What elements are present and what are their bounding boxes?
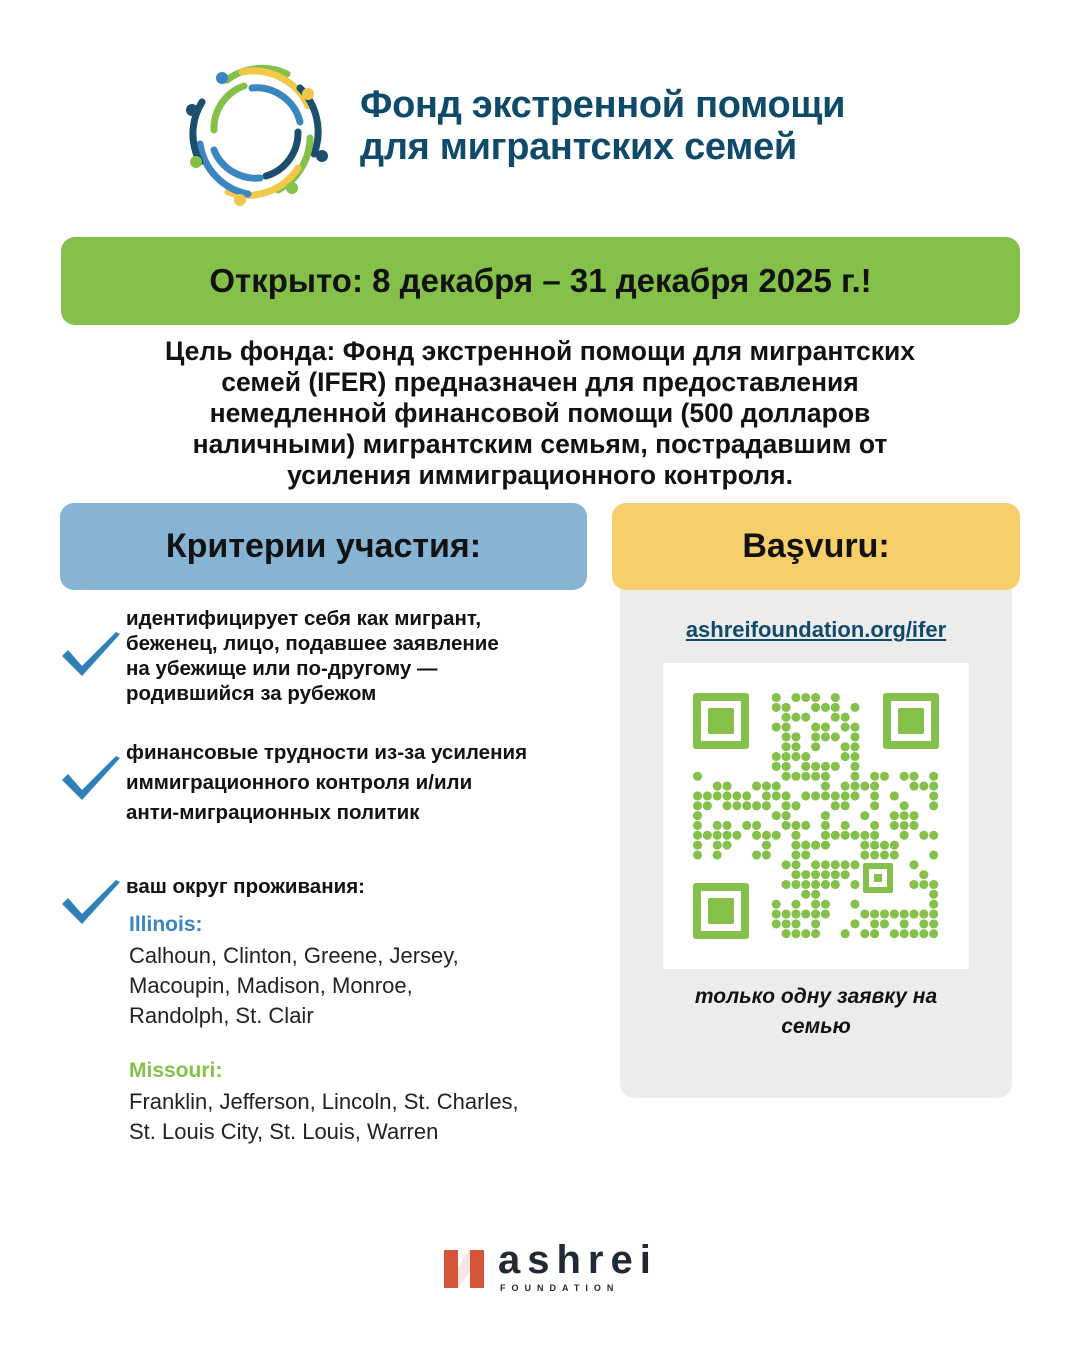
criterion-line: идентифицирует себя как мигрант,: [126, 607, 482, 630]
qr-module: [791, 919, 800, 928]
qr-module: [811, 900, 820, 909]
qr-module: [762, 841, 771, 850]
qr-module: [850, 703, 859, 712]
qr-module: [782, 909, 791, 918]
county-line: Macoupin, Madison, Monroe,: [129, 973, 413, 998]
title-line-1: Фонд экстренной помощи: [360, 84, 846, 126]
qr-module: [919, 929, 928, 938]
qr-module: [801, 841, 810, 850]
qr-module: [929, 782, 938, 791]
qr-module: [791, 732, 800, 741]
qr-module: [782, 801, 791, 810]
qr-module: [811, 732, 820, 741]
qr-module: [772, 919, 781, 928]
qr-module: [791, 850, 800, 859]
qr-module: [850, 900, 859, 909]
qr-module: [801, 850, 810, 859]
qr-module: [900, 801, 909, 810]
qr-module: [742, 821, 751, 830]
checkmark-icon: [58, 876, 124, 930]
qr-module: [841, 929, 850, 938]
qr-module: [811, 772, 820, 781]
open-dates-text: Открыто: 8 декабря – 31 декабря 2025 г.!: [209, 262, 872, 299]
qr-module: [909, 909, 918, 918]
purpose-line: семей (IFER) предназначен для предоставления: [221, 367, 859, 397]
qr-module: [782, 860, 791, 869]
qr-module: [762, 791, 771, 800]
qr-module: [791, 841, 800, 850]
qr-module: [723, 791, 732, 800]
qr-module: [811, 860, 820, 869]
qr-module: [791, 860, 800, 869]
criterion-line: ваш округ проживания:: [126, 875, 365, 898]
qr-module: [801, 870, 810, 879]
qr-module: [929, 929, 938, 938]
qr-module: [831, 860, 840, 869]
qr-module: [900, 831, 909, 840]
qr-module: [929, 890, 938, 899]
county-line: Randolph, St. Clair: [129, 1003, 314, 1028]
qr-module: [782, 762, 791, 771]
criterion-line: на убежище или по-другому —: [126, 657, 438, 680]
qr-module: [870, 919, 879, 928]
county-line: St. Louis City, St. Louis, Warren: [129, 1119, 439, 1144]
purpose-line: немедленной финансовой помощи (500 долларов: [209, 398, 871, 428]
qr-module: [821, 782, 830, 791]
qr-module: [693, 801, 702, 810]
qr-module: [850, 791, 859, 800]
qr-module: [870, 782, 879, 791]
qr-module: [742, 791, 751, 800]
qr-module: [919, 909, 928, 918]
qr-module: [782, 929, 791, 938]
qr-module: [772, 762, 781, 771]
qr-module: [909, 821, 918, 830]
qr-module: [713, 821, 722, 830]
title-line-2: для мигрантских семей: [360, 126, 797, 168]
criteria-heading-box: [60, 503, 587, 590]
qr-module: [772, 791, 781, 800]
qr-module: [821, 703, 830, 712]
qr-module: [752, 782, 761, 791]
qr-module: [850, 782, 859, 791]
qr-module: [782, 791, 791, 800]
qr-module: [772, 752, 781, 761]
qr-module: [821, 860, 830, 869]
qr-module: [890, 909, 899, 918]
qr-module: [870, 850, 879, 859]
criterion-migrant: [126, 606, 499, 706]
qr-module: [713, 791, 722, 800]
qr-module: [782, 703, 791, 712]
qr-module: [860, 782, 869, 791]
qr-module: [791, 831, 800, 840]
qr-module: [831, 870, 840, 879]
criterion-county: [126, 874, 365, 899]
qr-module: [929, 880, 938, 889]
qr-module: [811, 890, 820, 899]
qr-module: [880, 850, 889, 859]
qr-module: [811, 909, 820, 918]
qr-module: [900, 772, 909, 781]
qr-module: [831, 762, 840, 771]
criterion-line: родившийся за рубежом: [126, 682, 377, 705]
qr-module: [772, 782, 781, 791]
qr-module: [811, 919, 820, 928]
qr-module: [732, 831, 741, 840]
qr-module: [929, 791, 938, 800]
qr-module: [703, 831, 712, 840]
brand-wordmark: ashrei: [498, 1238, 658, 1282]
checkmark-icon: [58, 628, 124, 682]
qr-module: [742, 801, 751, 810]
qr-module: [791, 880, 800, 889]
qr-module: [762, 850, 771, 859]
qr-module: [782, 723, 791, 732]
qr-module: [880, 919, 889, 928]
qr-module: [841, 831, 850, 840]
qr-module: [791, 801, 800, 810]
criterion-line: беженец, лицо, подавшее заявление: [126, 632, 499, 655]
qr-module: [919, 919, 928, 928]
qr-module: [693, 831, 702, 840]
qr-module: [791, 821, 800, 830]
qr-module: [929, 850, 938, 859]
qr-module: [890, 811, 899, 820]
qr-module: [900, 811, 909, 820]
qr-module: [900, 821, 909, 830]
qr-module: [811, 693, 820, 702]
qr-module: [890, 929, 899, 938]
qr-module: [782, 821, 791, 830]
qr-module: [821, 811, 830, 820]
qr-module: [801, 752, 810, 761]
county-line: Calhoun, Clinton, Greene, Jersey,: [129, 943, 459, 968]
qr-module: [850, 732, 859, 741]
qr-module: [900, 909, 909, 918]
qr-module: [841, 723, 850, 732]
qr-module: [713, 841, 722, 850]
qr-module: [841, 713, 850, 722]
qr-module: [801, 909, 810, 918]
purpose-line: Цель фонда: Фонд экстренной помощи для мигрантских: [164, 336, 916, 366]
ashrei-logo-icon: [440, 1246, 488, 1292]
qr-module: [850, 919, 859, 928]
qr-module: [791, 772, 800, 781]
qr-module: [821, 821, 830, 830]
qr-module: [801, 929, 810, 938]
qr-module: [801, 880, 810, 889]
qr-module: [831, 880, 840, 889]
qr-module: [929, 801, 938, 810]
qr-module: [693, 850, 702, 859]
qr-module: [841, 782, 850, 791]
criterion-line: анти-миграционных политик: [126, 801, 420, 824]
qr-module: [890, 850, 899, 859]
qr-module: [821, 732, 830, 741]
apply-heading-box: [612, 503, 1020, 590]
county-line: Franklin, Jefferson, Lincoln, St. Charles,: [129, 1089, 519, 1114]
qr-module: [870, 821, 879, 830]
qr-module: [831, 831, 840, 840]
apply-heading: Başvuru:: [742, 527, 890, 565]
qr-module: [870, 831, 879, 840]
qr-module: [693, 821, 702, 830]
note-line: семью: [781, 1015, 851, 1038]
illinois-label: Illinois:: [129, 913, 203, 936]
qr-module: [919, 880, 928, 889]
qr-module: [870, 841, 879, 850]
missouri-label: Missouri:: [129, 1059, 223, 1082]
qr-module: [713, 850, 722, 859]
qr-module: [752, 850, 761, 859]
qr-module: [811, 929, 820, 938]
qr-module: [801, 762, 810, 771]
qr-module: [791, 909, 800, 918]
qr-module: [821, 831, 830, 840]
qr-module: [870, 929, 879, 938]
page-title: [360, 84, 1000, 168]
qr-module: [850, 723, 859, 732]
qr-module: [811, 742, 820, 751]
qr-module: [929, 900, 938, 909]
qr-module: [831, 713, 840, 722]
qr-module: [762, 782, 771, 791]
qr-module: [929, 772, 938, 781]
qr-module: [811, 703, 820, 712]
qr-module: [801, 791, 810, 800]
qr-module: [909, 929, 918, 938]
qr-module: [772, 909, 781, 918]
qr-module: [703, 791, 712, 800]
qr-module: [860, 811, 869, 820]
qr-module: [860, 909, 869, 918]
qr-module: [811, 723, 820, 732]
qr-module: [850, 831, 859, 840]
qr-module: [782, 880, 791, 889]
qr-module: [703, 801, 712, 810]
missouri-counties: [129, 1087, 519, 1147]
qr-module: [841, 860, 850, 869]
qr-module: [791, 929, 800, 938]
qr-module: [791, 752, 800, 761]
qr-module: [801, 890, 810, 899]
qr-module: [860, 841, 869, 850]
qr-module: [919, 831, 928, 840]
qr-module: [929, 831, 938, 840]
qr-module: [752, 801, 761, 810]
qr-module: [880, 841, 889, 850]
qr-module: [821, 870, 830, 879]
qr-module: [791, 900, 800, 909]
qr-module: [850, 752, 859, 761]
qr-module: [772, 693, 781, 702]
qr-module: [919, 782, 928, 791]
qr-module: [801, 821, 810, 830]
qr-module: [841, 742, 850, 751]
qr-module: [693, 772, 702, 781]
qr-module: [811, 791, 820, 800]
qr-module: [821, 841, 830, 850]
qr-module: [821, 762, 830, 771]
qr-module: [762, 831, 771, 840]
qr-module: [782, 713, 791, 722]
qr-module: [723, 801, 732, 810]
qr-module: [811, 870, 820, 879]
apply-note: [640, 982, 992, 1042]
illinois-counties: [129, 941, 459, 1031]
qr-module: [752, 821, 761, 830]
qr-module: [801, 713, 810, 722]
qr-module: [831, 703, 840, 712]
qr-module: [693, 841, 702, 850]
qr-module: [831, 801, 840, 810]
brand-subtitle: FOUNDATION: [500, 1283, 620, 1293]
qr-module: [762, 801, 771, 810]
qr-module: [831, 693, 840, 702]
qr-module: [850, 880, 859, 889]
qr-module: [782, 919, 791, 928]
qr-module: [890, 791, 899, 800]
qr-module: [860, 850, 869, 859]
qr-module: [850, 860, 859, 869]
qr-module: [841, 821, 850, 830]
qr-module: [909, 772, 918, 781]
qr-module: [909, 811, 918, 820]
criterion-line: иммиграционного контроля и/или: [126, 771, 473, 794]
qr-module: [850, 772, 859, 781]
qr-module: [772, 703, 781, 712]
qr-module: [723, 782, 732, 791]
qr-module: [782, 772, 791, 781]
qr-module: [723, 821, 732, 830]
qr-module: [693, 811, 702, 820]
qr-module: [841, 870, 850, 879]
checkmark-icon: [58, 752, 124, 806]
qr-module: [732, 801, 741, 810]
qr-module: [752, 831, 761, 840]
qr-module: [821, 791, 830, 800]
qr-module: [841, 791, 850, 800]
qr-module: [811, 841, 820, 850]
qr-module: [880, 909, 889, 918]
qr-module: [791, 742, 800, 751]
fund-purpose: [80, 336, 1000, 491]
qr-module: [772, 831, 781, 840]
qr-module: [850, 762, 859, 771]
qr-module: [890, 841, 899, 850]
qr-module: [841, 801, 850, 810]
qr-module: [723, 841, 732, 850]
qr-module: [870, 772, 879, 781]
qr-module: [821, 909, 830, 918]
purpose-line: усиления иммиграционного контроля.: [287, 460, 793, 490]
qr-module: [850, 742, 859, 751]
qr-module: [821, 880, 830, 889]
qr-module: [909, 880, 918, 889]
criterion-line: финансовые трудности из-за усиления: [126, 741, 528, 764]
qr-module: [831, 791, 840, 800]
circle-of-people-logo-icon: [182, 58, 332, 208]
criterion-hardship: [126, 738, 527, 828]
qr-module: [772, 900, 781, 909]
qr-module: [782, 811, 791, 820]
qr-module: [821, 900, 830, 909]
qr-module: [880, 772, 889, 781]
qr-module: [870, 791, 879, 800]
qr-module: [801, 693, 810, 702]
qr-module: [791, 713, 800, 722]
qr-module: [831, 732, 840, 741]
purpose-line: наличными) мигрантским семьям, пострадавшим от: [192, 429, 888, 459]
criteria-heading: Критерии участия:: [165, 527, 482, 565]
qr-module: [929, 919, 938, 928]
qr-module: [821, 772, 830, 781]
qr-module: [919, 870, 928, 879]
qr-module: [791, 870, 800, 879]
qr-module: [890, 821, 899, 830]
qr-module: [713, 782, 722, 791]
qr-module: [811, 762, 820, 771]
qr-module: [900, 929, 909, 938]
note-line: только одну заявку на: [694, 985, 938, 1008]
qr-module: [870, 909, 879, 918]
qr-module: [929, 909, 938, 918]
qr-module: [909, 782, 918, 791]
qr-module: [811, 880, 820, 889]
qr-module: [801, 772, 810, 781]
qr-module: [821, 723, 830, 732]
apply-link[interactable]: ashreifoundation.org/ifer: [685, 617, 947, 642]
qr-module: [791, 693, 800, 702]
qr-module: [841, 752, 850, 761]
qr-module: [870, 801, 879, 810]
qr-module: [782, 742, 791, 751]
qr-module: [860, 929, 869, 938]
qr-code-icon: [693, 693, 939, 939]
qr-module: [713, 831, 722, 840]
open-dates-banner: [61, 237, 1020, 325]
qr-module: [900, 919, 909, 928]
qr-code-frame: [663, 663, 969, 969]
qr-module: [772, 811, 781, 820]
qr-module: [723, 831, 732, 840]
qr-module: [782, 732, 791, 741]
qr-module: [909, 860, 918, 869]
qr-module: [860, 831, 869, 840]
qr-module: [693, 791, 702, 800]
qr-module: [782, 752, 791, 761]
qr-module: [732, 791, 741, 800]
qr-module: [772, 723, 781, 732]
